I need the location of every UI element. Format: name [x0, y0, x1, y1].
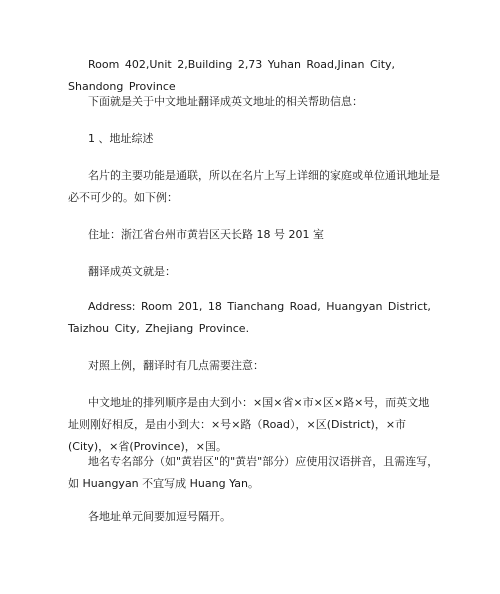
english-address-paragraph: Address: Room 201, 18 Tianchang Road, Huangyan District, Taizhou City, Zhejiang Province. [68, 300, 431, 335]
notes-intro-paragraph: 对照上例，翻译时有几点需要注意： [88, 359, 264, 372]
chinese-address-paragraph: 住址：浙江省台州市黄岩区天长路 18 号 201 室 [88, 228, 324, 241]
pinyin-rule-paragraph: 地名专名部分（如"黄岩区"的"黄岩"部分）应使用汉语拼音，且需连写，如 Huangyan 不宜写成 Huang Yan。 [68, 455, 439, 490]
purpose-paragraph: 名片的主要功能是通联，所以在名片上写上详细的家庭或单位通讯地址是必不可少的。如下例： [68, 169, 440, 204]
intro-paragraph: 下面就是关于中文地址翻译成英文地址的相关帮助信息： [88, 95, 363, 108]
section-heading: 1 、地址综述 [88, 132, 154, 145]
order-rule-paragraph: 中文地址的排列顺序是由大到小：×国×省×市×区×路×号，而英文地址则刚好相反，是由小到大：×号×路（Road），×区(District)，×市(City)，×省(Province)，×国。 [68, 396, 430, 453]
translated-label-paragraph: 翻译成英文就是： [88, 265, 176, 278]
address-example-paragraph: Room 402,Unit 2,Building 2,73 Yuhan Road,Jinan City, Shandong Province [68, 58, 396, 93]
comma-rule-paragraph: 各地址单元间要加逗号隔开。 [88, 510, 231, 523]
